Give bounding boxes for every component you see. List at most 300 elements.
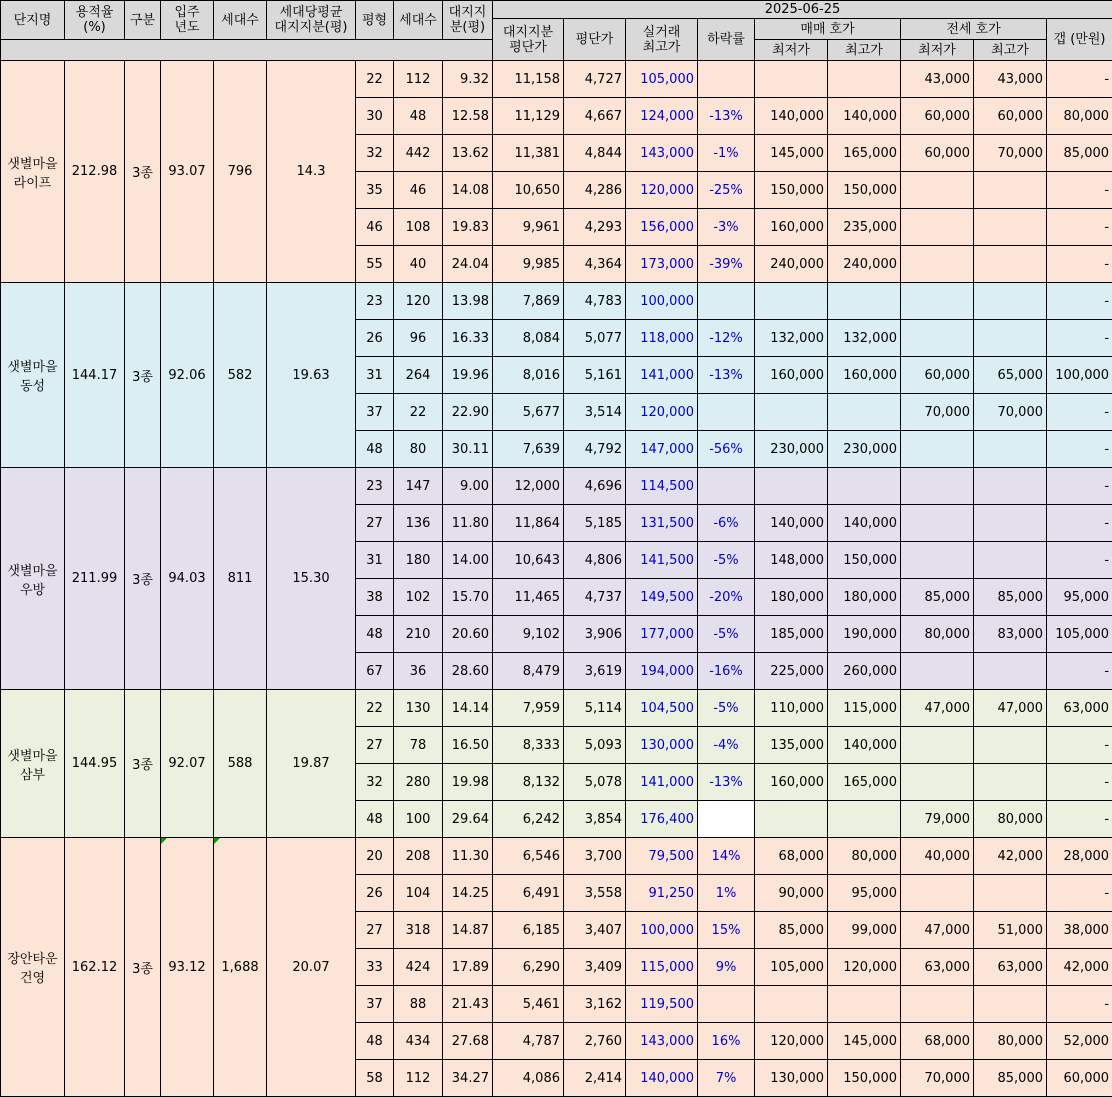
land-share-cell: 15.70 <box>443 579 493 616</box>
land-price-cell: 8,016 <box>493 357 564 394</box>
gap-cell: 63,000 <box>1047 690 1112 727</box>
gap-cell: - <box>1047 542 1112 579</box>
max-trade-cell: 147,000 <box>626 431 698 468</box>
jeonse-min-cell: 40,000 <box>901 838 974 875</box>
drop-rate-cell: -13% <box>698 764 755 801</box>
pyeong-cell: 26 <box>356 875 394 912</box>
unit-price-cell: 5,114 <box>564 690 626 727</box>
jeonse-max-cell: 65,000 <box>974 357 1047 394</box>
households-cell: 796 <box>214 61 267 283</box>
jeonse-max-cell <box>974 246 1047 283</box>
sale-min-cell: 145,000 <box>755 135 828 172</box>
jeonse-min-cell <box>901 431 974 468</box>
sale-min-cell: 110,000 <box>755 690 828 727</box>
move-in-year-cell: 94.03 <box>161 468 214 690</box>
land-price-cell: 7,639 <box>493 431 564 468</box>
land-price-cell: 12,000 <box>493 468 564 505</box>
sale-min-cell: 90,000 <box>755 875 828 912</box>
max-trade-cell: 141,500 <box>626 542 698 579</box>
max-trade-cell: 131,500 <box>626 505 698 542</box>
land-price-cell: 6,290 <box>493 949 564 986</box>
unit-price-cell: 4,844 <box>564 135 626 172</box>
sale-max-cell: 230,000 <box>828 431 901 468</box>
land-price-cell: 8,084 <box>493 320 564 357</box>
drop-rate-cell: -12% <box>698 320 755 357</box>
units-cell: 424 <box>394 949 443 986</box>
floor-area-ratio-cell: 211.99 <box>65 468 125 690</box>
land-price-cell: 6,546 <box>493 838 564 875</box>
land-price-cell: 11,465 <box>493 579 564 616</box>
land-price-cell: 7,869 <box>493 283 564 320</box>
pyeong-cell: 22 <box>356 690 394 727</box>
unit-price-cell: 4,792 <box>564 431 626 468</box>
pyeong-cell: 37 <box>356 394 394 431</box>
sale-min-cell <box>755 468 828 505</box>
max-trade-cell: 130,000 <box>626 727 698 764</box>
households-cell: 1,688 <box>214 838 267 1097</box>
drop-rate-cell: -3% <box>698 209 755 246</box>
max-trade-cell: 120,000 <box>626 394 698 431</box>
jeonse-max-cell: 70,000 <box>974 135 1047 172</box>
table-row <box>1 61 1112 98</box>
jeonse-min-cell <box>901 875 974 912</box>
jeonse-max-cell <box>974 320 1047 357</box>
sale-max-cell: 150,000 <box>828 542 901 579</box>
sale-min-cell: 240,000 <box>755 246 828 283</box>
land-share-cell: 21.43 <box>443 986 493 1023</box>
header-unit-price: 평단가 <box>564 19 626 61</box>
drop-rate-cell: -6% <box>698 505 755 542</box>
drop-rate-cell: -1% <box>698 135 755 172</box>
gap-cell: 52,000 <box>1047 1023 1112 1060</box>
gap-cell: - <box>1047 468 1112 505</box>
unit-price-cell: 4,667 <box>564 98 626 135</box>
drop-rate-cell <box>698 283 755 320</box>
drop-rate-cell: -39% <box>698 246 755 283</box>
jeonse-min-cell: 47,000 <box>901 912 974 949</box>
jeonse-max-cell <box>974 283 1047 320</box>
sale-max-cell <box>828 801 901 838</box>
header-land-price: 대지지분 평단가 <box>493 19 564 61</box>
drop-rate-cell: 14% <box>698 838 755 875</box>
sale-min-cell: 148,000 <box>755 542 828 579</box>
sale-max-cell <box>828 986 901 1023</box>
sale-min-cell: 132,000 <box>755 320 828 357</box>
land-share-cell: 9.00 <box>443 468 493 505</box>
units-cell: 264 <box>394 357 443 394</box>
max-trade-cell: 119,500 <box>626 986 698 1023</box>
jeonse-max-cell: 43,000 <box>974 61 1047 98</box>
gap-cell: - <box>1047 209 1112 246</box>
units-cell: 48 <box>394 98 443 135</box>
units-cell: 104 <box>394 875 443 912</box>
sale-min-cell: 160,000 <box>755 764 828 801</box>
sale-min-cell: 140,000 <box>755 98 828 135</box>
floor-area-ratio-cell: 144.17 <box>65 283 125 468</box>
table-row <box>1 468 1112 505</box>
gap-cell: 85,000 <box>1047 135 1112 172</box>
land-share-cell: 16.50 <box>443 727 493 764</box>
gap-cell: - <box>1047 875 1112 912</box>
jeonse-max-cell: 60,000 <box>974 98 1047 135</box>
max-trade-cell: 91,250 <box>626 875 698 912</box>
table-row <box>1 283 1112 320</box>
max-trade-cell: 173,000 <box>626 246 698 283</box>
jeonse-min-cell: 60,000 <box>901 98 974 135</box>
max-trade-cell: 100,000 <box>626 912 698 949</box>
jeonse-min-cell: 63,000 <box>901 949 974 986</box>
pyeong-cell: 32 <box>356 764 394 801</box>
sale-min-cell: 85,000 <box>755 912 828 949</box>
land-share-cell: 16.33 <box>443 320 493 357</box>
land-share-cell: 14.00 <box>443 542 493 579</box>
sale-max-cell: 165,000 <box>828 135 901 172</box>
unit-price-cell: 4,727 <box>564 61 626 98</box>
sale-max-cell: 150,000 <box>828 1060 901 1097</box>
gap-cell: - <box>1047 394 1112 431</box>
pyeong-cell: 55 <box>356 246 394 283</box>
sale-max-cell: 165,000 <box>828 764 901 801</box>
gap-cell: 80,000 <box>1047 98 1112 135</box>
pyeong-cell: 22 <box>356 61 394 98</box>
gap-cell: 100,000 <box>1047 357 1112 394</box>
units-cell: 40 <box>394 246 443 283</box>
units-cell: 78 <box>394 727 443 764</box>
units-cell: 434 <box>394 1023 443 1060</box>
drop-rate-cell: -25% <box>698 172 755 209</box>
drop-rate-cell: -5% <box>698 616 755 653</box>
unit-price-cell: 5,093 <box>564 727 626 764</box>
header-move-in-year: 입주 년도 <box>161 1 214 40</box>
land-share-cell: 9.32 <box>443 61 493 98</box>
jeonse-max-cell <box>974 764 1047 801</box>
zone-cell: 3종 <box>125 61 161 283</box>
sale-max-cell <box>828 283 901 320</box>
units-cell: 80 <box>394 431 443 468</box>
jeonse-min-cell: 60,000 <box>901 357 974 394</box>
sale-min-cell: 150,000 <box>755 172 828 209</box>
sale-min-cell: 120,000 <box>755 1023 828 1060</box>
unit-price-cell: 3,906 <box>564 616 626 653</box>
land-price-cell: 9,961 <box>493 209 564 246</box>
pyeong-cell: 30 <box>356 98 394 135</box>
sale-min-cell <box>755 986 828 1023</box>
sale-max-cell: 190,000 <box>828 616 901 653</box>
unit-price-cell: 4,293 <box>564 209 626 246</box>
jeonse-max-cell <box>974 468 1047 505</box>
units-cell: 442 <box>394 135 443 172</box>
drop-rate-cell: -5% <box>698 690 755 727</box>
units-cell: 46 <box>394 172 443 209</box>
land-price-cell: 10,643 <box>493 542 564 579</box>
max-trade-cell: 104,500 <box>626 690 698 727</box>
sale-max-cell <box>828 468 901 505</box>
units-cell: 136 <box>394 505 443 542</box>
unit-price-cell: 3,162 <box>564 986 626 1023</box>
sale-min-cell: 130,000 <box>755 1060 828 1097</box>
gap-cell: 38,000 <box>1047 912 1112 949</box>
sale-max-cell: 240,000 <box>828 246 901 283</box>
pyeong-cell: 31 <box>356 542 394 579</box>
jeonse-max-cell <box>974 431 1047 468</box>
drop-rate-cell <box>698 986 755 1023</box>
max-trade-cell: 177,000 <box>626 616 698 653</box>
zone-cell: 3종 <box>125 838 161 1097</box>
land-price-cell: 6,491 <box>493 875 564 912</box>
land-share-cell: 30.11 <box>443 431 493 468</box>
complex-name-cell: 장안타운 건영 <box>1 838 65 1097</box>
unit-price-cell: 5,185 <box>564 505 626 542</box>
drop-rate-cell: -13% <box>698 98 755 135</box>
unit-price-cell: 5,078 <box>564 764 626 801</box>
land-share-cell: 22.90 <box>443 394 493 431</box>
jeonse-max-cell <box>974 875 1047 912</box>
unit-price-cell: 3,409 <box>564 949 626 986</box>
sale-max-cell: 132,000 <box>828 320 901 357</box>
jeonse-min-cell <box>901 283 974 320</box>
unit-price-cell: 4,696 <box>564 468 626 505</box>
move-in-year-cell: 93.12 <box>161 838 214 1097</box>
max-trade-cell: 141,000 <box>626 764 698 801</box>
gap-cell: 105,000 <box>1047 616 1112 653</box>
unit-price-cell: 3,407 <box>564 912 626 949</box>
land-share-cell: 28.60 <box>443 653 493 690</box>
max-trade-cell: 118,000 <box>626 320 698 357</box>
households-cell: 588 <box>214 690 267 838</box>
max-trade-cell: 124,000 <box>626 98 698 135</box>
jeonse-max-cell <box>974 172 1047 209</box>
land-price-cell: 5,461 <box>493 986 564 1023</box>
jeonse-max-cell <box>974 727 1047 764</box>
households-cell: 582 <box>214 283 267 468</box>
move-in-year-cell: 92.06 <box>161 283 214 468</box>
unit-price-cell: 3,854 <box>564 801 626 838</box>
pyeong-cell: 27 <box>356 912 394 949</box>
max-trade-cell: 79,500 <box>626 838 698 875</box>
max-trade-cell: 114,500 <box>626 468 698 505</box>
land-price-cell: 11,129 <box>493 98 564 135</box>
unit-price-cell: 4,286 <box>564 172 626 209</box>
jeonse-min-cell <box>901 727 974 764</box>
pyeong-cell: 32 <box>356 135 394 172</box>
jeonse-min-cell <box>901 764 974 801</box>
pyeong-cell: 27 <box>356 505 394 542</box>
land-price-cell: 6,242 <box>493 801 564 838</box>
sale-max-cell <box>828 61 901 98</box>
unit-price-cell: 5,077 <box>564 320 626 357</box>
units-cell: 102 <box>394 579 443 616</box>
sale-max-cell: 140,000 <box>828 727 901 764</box>
land-price-cell: 7,959 <box>493 690 564 727</box>
max-trade-cell: 115,000 <box>626 949 698 986</box>
units-cell: 108 <box>394 209 443 246</box>
pyeong-cell: 23 <box>356 283 394 320</box>
jeonse-max-cell: 51,000 <box>974 912 1047 949</box>
max-trade-cell: 194,000 <box>626 653 698 690</box>
sale-max-cell: 120,000 <box>828 949 901 986</box>
land-price-cell: 11,381 <box>493 135 564 172</box>
land-share-cell: 29.64 <box>443 801 493 838</box>
land-share-cell: 19.83 <box>443 209 493 246</box>
land-price-cell: 11,864 <box>493 505 564 542</box>
units-cell: 112 <box>394 61 443 98</box>
sale-min-cell: 160,000 <box>755 357 828 394</box>
units-cell: 130 <box>394 690 443 727</box>
gap-cell: - <box>1047 61 1112 98</box>
max-trade-cell: 176,400 <box>626 801 698 838</box>
floor-area-ratio-cell: 144.95 <box>65 690 125 838</box>
land-share-cell: 12.58 <box>443 98 493 135</box>
header-jeonse-max: 최고가 <box>974 40 1047 61</box>
max-trade-cell: 143,000 <box>626 1023 698 1060</box>
jeonse-max-cell: 85,000 <box>974 1060 1047 1097</box>
pyeong-cell: 38 <box>356 579 394 616</box>
header-date: 2025-06-25 <box>493 1 1112 19</box>
drop-rate-cell: -5% <box>698 542 755 579</box>
sale-min-cell: 185,000 <box>755 616 828 653</box>
unit-price-cell: 4,806 <box>564 542 626 579</box>
gap-cell: - <box>1047 283 1112 320</box>
pyeong-cell: 27 <box>356 727 394 764</box>
zone-cell: 3종 <box>125 468 161 690</box>
jeonse-max-cell: 85,000 <box>974 579 1047 616</box>
complex-name-cell: 샛별마을 우방 <box>1 468 65 690</box>
max-trade-cell: 105,000 <box>626 61 698 98</box>
land-share-cell: 19.96 <box>443 357 493 394</box>
jeonse-min-cell <box>901 986 974 1023</box>
households-cell: 811 <box>214 468 267 690</box>
sale-min-cell: 140,000 <box>755 505 828 542</box>
pyeong-cell: 48 <box>356 431 394 468</box>
units-cell: 88 <box>394 986 443 1023</box>
header-gap: 갭 (만원) <box>1047 19 1112 61</box>
header-units: 세대수 <box>394 1 443 40</box>
jeonse-min-cell <box>901 172 974 209</box>
gap-cell: 95,000 <box>1047 579 1112 616</box>
zone-cell: 3종 <box>125 690 161 838</box>
jeonse-min-cell <box>901 505 974 542</box>
max-trade-cell: 149,500 <box>626 579 698 616</box>
gap-cell: - <box>1047 320 1112 357</box>
jeonse-max-cell <box>974 542 1047 579</box>
unit-price-cell: 4,364 <box>564 246 626 283</box>
gap-cell: 28,000 <box>1047 838 1112 875</box>
jeonse-min-cell <box>901 542 974 579</box>
jeonse-min-cell <box>901 246 974 283</box>
sale-min-cell: 225,000 <box>755 653 828 690</box>
drop-rate-cell: 7% <box>698 1060 755 1097</box>
drop-rate-cell <box>698 801 755 838</box>
sale-max-cell: 95,000 <box>828 875 901 912</box>
unit-price-cell: 2,414 <box>564 1060 626 1097</box>
header-jeonse-min: 최저가 <box>901 40 974 61</box>
drop-rate-cell: -20% <box>698 579 755 616</box>
zone-cell: 3종 <box>125 283 161 468</box>
pyeong-cell: 48 <box>356 616 394 653</box>
sale-max-cell: 140,000 <box>828 505 901 542</box>
units-cell: 96 <box>394 320 443 357</box>
complex-name-cell: 샛별마을 삼부 <box>1 690 65 838</box>
jeonse-min-cell: 70,000 <box>901 1060 974 1097</box>
avg-land-share-cell: 15.30 <box>267 468 356 690</box>
drop-rate-cell: -4% <box>698 727 755 764</box>
land-price-cell: 4,787 <box>493 1023 564 1060</box>
land-price-cell: 11,158 <box>493 61 564 98</box>
land-share-cell: 14.25 <box>443 875 493 912</box>
sale-max-cell: 260,000 <box>828 653 901 690</box>
pyeong-cell: 35 <box>356 172 394 209</box>
jeonse-min-cell: 43,000 <box>901 61 974 98</box>
header-pyeong: 평형 <box>356 1 394 40</box>
sale-min-cell: 105,000 <box>755 949 828 986</box>
units-cell: 210 <box>394 616 443 653</box>
units-cell: 36 <box>394 653 443 690</box>
sale-min-cell <box>755 283 828 320</box>
pyeong-cell: 31 <box>356 357 394 394</box>
pyeong-cell: 33 <box>356 949 394 986</box>
units-cell: 318 <box>394 912 443 949</box>
unit-price-cell: 3,700 <box>564 838 626 875</box>
units-cell: 112 <box>394 1060 443 1097</box>
sale-min-cell <box>755 61 828 98</box>
jeonse-min-cell <box>901 320 974 357</box>
jeonse-max-cell: 42,000 <box>974 838 1047 875</box>
jeonse-max-cell <box>974 986 1047 1023</box>
unit-price-cell: 2,760 <box>564 1023 626 1060</box>
gap-cell: - <box>1047 505 1112 542</box>
land-share-cell: 14.14 <box>443 690 493 727</box>
land-share-cell: 17.89 <box>443 949 493 986</box>
jeonse-min-cell: 68,000 <box>901 1023 974 1060</box>
land-share-cell: 11.80 <box>443 505 493 542</box>
gap-cell: - <box>1047 801 1112 838</box>
drop-rate-cell: 16% <box>698 1023 755 1060</box>
sale-max-cell: 150,000 <box>828 172 901 209</box>
avg-land-share-cell: 19.63 <box>267 283 356 468</box>
unit-price-cell: 4,737 <box>564 579 626 616</box>
header-sale-asking: 매매 호가 <box>755 19 901 40</box>
unit-price-cell: 3,558 <box>564 875 626 912</box>
floor-area-ratio-cell: 212.98 <box>65 61 125 283</box>
floor-area-ratio-cell: 162.12 <box>65 838 125 1097</box>
jeonse-min-cell <box>901 653 974 690</box>
table-body <box>1 61 1112 1097</box>
land-share-cell: 27.68 <box>443 1023 493 1060</box>
gap-cell: - <box>1047 986 1112 1023</box>
unit-price-cell: 4,783 <box>564 283 626 320</box>
jeonse-max-cell: 80,000 <box>974 1023 1047 1060</box>
jeonse-min-cell: 70,000 <box>901 394 974 431</box>
header-jeonse-asking: 전세 호가 <box>901 19 1047 40</box>
land-price-cell: 4,086 <box>493 1060 564 1097</box>
jeonse-min-cell: 80,000 <box>901 616 974 653</box>
sale-min-cell <box>755 394 828 431</box>
pyeong-cell: 26 <box>356 320 394 357</box>
drop-rate-cell: -13% <box>698 357 755 394</box>
units-cell: 100 <box>394 801 443 838</box>
jeonse-min-cell <box>901 209 974 246</box>
units-cell: 208 <box>394 838 443 875</box>
max-trade-cell: 141,000 <box>626 357 698 394</box>
land-price-cell: 8,333 <box>493 727 564 764</box>
sale-max-cell: 140,000 <box>828 98 901 135</box>
sale-max-cell: 99,000 <box>828 912 901 949</box>
land-price-cell: 9,102 <box>493 616 564 653</box>
units-cell: 280 <box>394 764 443 801</box>
gap-cell: - <box>1047 431 1112 468</box>
header-drop-rate: 하락률 <box>698 19 755 61</box>
pyeong-cell: 58 <box>356 1060 394 1097</box>
